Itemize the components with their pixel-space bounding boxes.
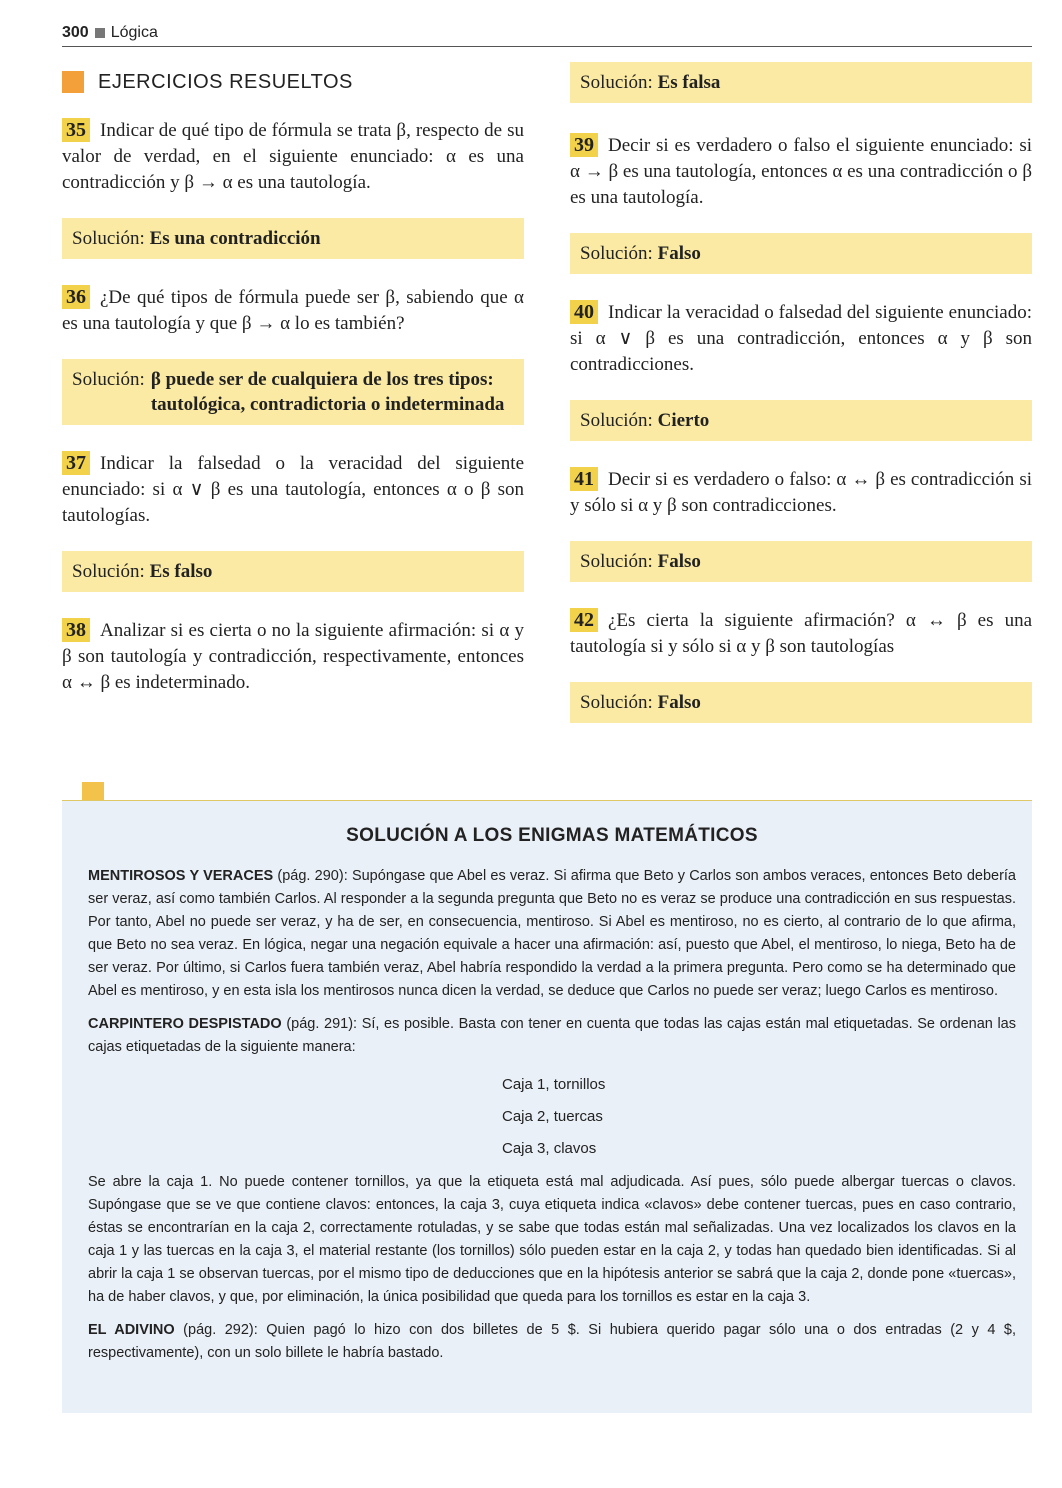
enigma-mentirosos — [88, 865, 1016, 1003]
solution-label: Solución: — [72, 561, 145, 582]
solution-value: Es falsa — [657, 72, 721, 93]
solution-value: Es una contradicción — [149, 228, 321, 249]
enigma-title: EL ADIVINO — [88, 1322, 175, 1338]
exercise-text: Indicar la falsedad o la veracidad del siguiente enunciado: si α ∨ β es una tautología, entonces α o β son tautologías. — [62, 453, 524, 526]
right-column — [570, 62, 1032, 749]
exercise-40 — [570, 300, 1032, 378]
header-section: Lógica — [110, 24, 158, 41]
exercise-number: 37 — [62, 451, 90, 475]
solution-label: Solución: — [72, 369, 145, 390]
solution-label: Solución: — [72, 228, 145, 249]
header-square-icon — [95, 28, 105, 38]
solution-label: Solución: — [580, 410, 653, 431]
left-column — [62, 62, 524, 718]
solution-label: Solución: — [580, 551, 653, 572]
exercise-41 — [570, 467, 1032, 519]
enigma-text: (pág. 292): Quien pagó lo hizo con dos billetes de 5 $. Si hubiera querido pagar sólo una o dos entradas (2 y 4 $, respectivamente), con un solo billete le habría bastado. — [88, 1322, 1017, 1361]
exercise-37 — [62, 451, 524, 529]
enigma-adivino — [88, 1319, 1016, 1365]
solution-41 — [570, 541, 1032, 582]
box-item: Caja 1, tornillos — [502, 1076, 606, 1093]
exercise-number: 36 — [62, 285, 90, 309]
enigma-text: (pág. 290): Supóngase que Abel es veraz. Si afirma que Beto y Carlos son ambos veraces, entonces Beto debería ser veraz, así como también Carlos. Al responder a la segunda pregunta que Beto no es veraz se produce una contradicción en sus respuestas. Por tanto, Abel no puede ser veraz, y ha de ser, en consecuencia, mentiroso. Si Abel es mentiroso, no es cierto, al contrario de lo que afirma, que Beto no sea veraz. En lógica, negar una negación equivale a hacer una afirmación: así, puesto que Abel, el mentiroso, lo niega, Beto ha de ser veraz. Por último, si Carlos fuera también veraz, Abel habría respondido la verdad a la primera pregunta. Pero como se ha determinado que Abel es mentiroso, y en esta isla los mentirosos nunca dicen la verdad, se deduce que Carlos no puede ser veraz; luego Carlos es mentiroso. — [88, 868, 1016, 999]
exercise-35 — [62, 118, 524, 196]
solution-value: β puede ser de cualquiera de los tres tipos: tautológica, contradictoria o indeterminada — [150, 369, 505, 415]
solution-35 — [62, 218, 524, 259]
exercise-number: 40 — [570, 300, 598, 324]
enigma-carpintero — [88, 1013, 1016, 1059]
exercise-text: Analizar si es cierta o no la siguiente afirmación: si α y β son tautología y contradicción, respectivamente, entonces α ↔ β es indeterminado. — [62, 620, 524, 693]
exercise-text: Indicar la veracidad o falsedad del siguiente enunciado: si α ∨ β es una contradicción, entonces α y β son contradicciones. — [570, 302, 1032, 375]
solution-40 — [570, 400, 1032, 441]
panel-title: SOLUCIÓN A LOS ENIGMAS MATEMÁTICOS — [346, 825, 758, 846]
enigma-text: (pág. 291): Sí, es posible. Basta con tener en cuenta que todas las cajas están mal etiquetadas. Se ordenan las cajas etiquetadas de la siguiente manera: — [88, 1016, 1016, 1055]
exercise-number: 39 — [570, 133, 598, 157]
exercise-36 — [62, 285, 524, 337]
solution-label: Solución: — [580, 243, 653, 264]
enigma-title: MENTIROSOS Y VERACES — [88, 868, 274, 884]
box-item: Caja 2, tuercas — [502, 1108, 603, 1125]
enigma-carpintero-cont: Se abre la caja 1. No puede contener tornillos, ya que la etiqueta está mal adjudicada. Así pues, sólo puede albergar tuercas o clavos. Supóngase que se ve que contiene clavos: entonces, la caja 3, cuya etiqueta indica «clavos» debe contener tuercas, pues en caso contrario, éstas se encontrarían en la caja 2, correctamente rotuladas, y se sabe que todas están mal señalizadas. Una vez localizados los clavos en la caja 1 y las tuercas en la caja 3, el material restante (los tornillos) sólo pueden estar en la caja 2, y todas han quedado bien identificadas. Si al abrir la caja 1 se observan tuercas, por el mismo tipo de deducciones que en la hipótesis anterior se sabrá que la caja 2, donde pone «tuercas», ha de haber clavos, y que, por eliminación, la única posibilidad que queda para los tornillos es estar en la caja 3. — [88, 1174, 1016, 1305]
exercise-number: 42 — [570, 608, 598, 632]
exercise-text: Decir si es verdadero o falso el siguiente enunciado: si α → β es una tautología, entonces α es una contradicción o β es una tautología. — [570, 135, 1032, 208]
exercise-38 — [62, 618, 524, 696]
page-number: 300 — [62, 24, 89, 41]
exercise-text: ¿De qué tipos de fórmula puede ser β, sabiendo que α es una tautología y que β → α lo es también? — [62, 287, 524, 334]
box-item: Caja 3, clavos — [502, 1140, 597, 1157]
exercise-text: Decir si es verdadero o falso: α ↔ β es contradicción si y sólo si α y β son contradicciones. — [570, 469, 1032, 516]
exercise-text: ¿Es cierta la siguiente afirmación? α ↔ β es una tautología si y sólo si α y β son tautologías — [570, 610, 1032, 657]
enigmas-panel — [62, 800, 1032, 1413]
enigma-title: CARPINTERO DESPISTADO — [88, 1016, 282, 1032]
box-list — [502, 1069, 1016, 1165]
solution-36 — [62, 359, 524, 425]
solution-value: Falso — [657, 692, 701, 713]
solution-42 — [570, 682, 1032, 723]
solution-value: Cierto — [657, 410, 710, 431]
orange-square-icon — [62, 71, 84, 93]
page-header — [62, 20, 1032, 47]
exercise-42 — [570, 608, 1032, 660]
exercise-text: Indicar de qué tipo de fórmula se trata β, respecto de su valor de verdad, en el siguiente enunciado: α es una contradicción y β → α es una tautología. — [62, 120, 524, 193]
solution-38 — [570, 62, 1032, 103]
solution-39 — [570, 233, 1032, 274]
section-title — [62, 62, 524, 102]
solution-value: Falso — [657, 243, 701, 264]
section-title-text: EJERCICIOS RESUELTOS — [98, 70, 353, 93]
solution-37 — [62, 551, 524, 592]
exercise-number: 38 — [62, 618, 90, 642]
solution-label: Solución: — [580, 692, 653, 713]
solution-value: Falso — [657, 551, 701, 572]
exercise-number: 41 — [570, 467, 598, 491]
exercise-number: 35 — [62, 118, 90, 142]
solution-label: Solución: — [580, 72, 653, 93]
exercise-39 — [570, 133, 1032, 211]
solution-value: Es falso — [149, 561, 213, 582]
